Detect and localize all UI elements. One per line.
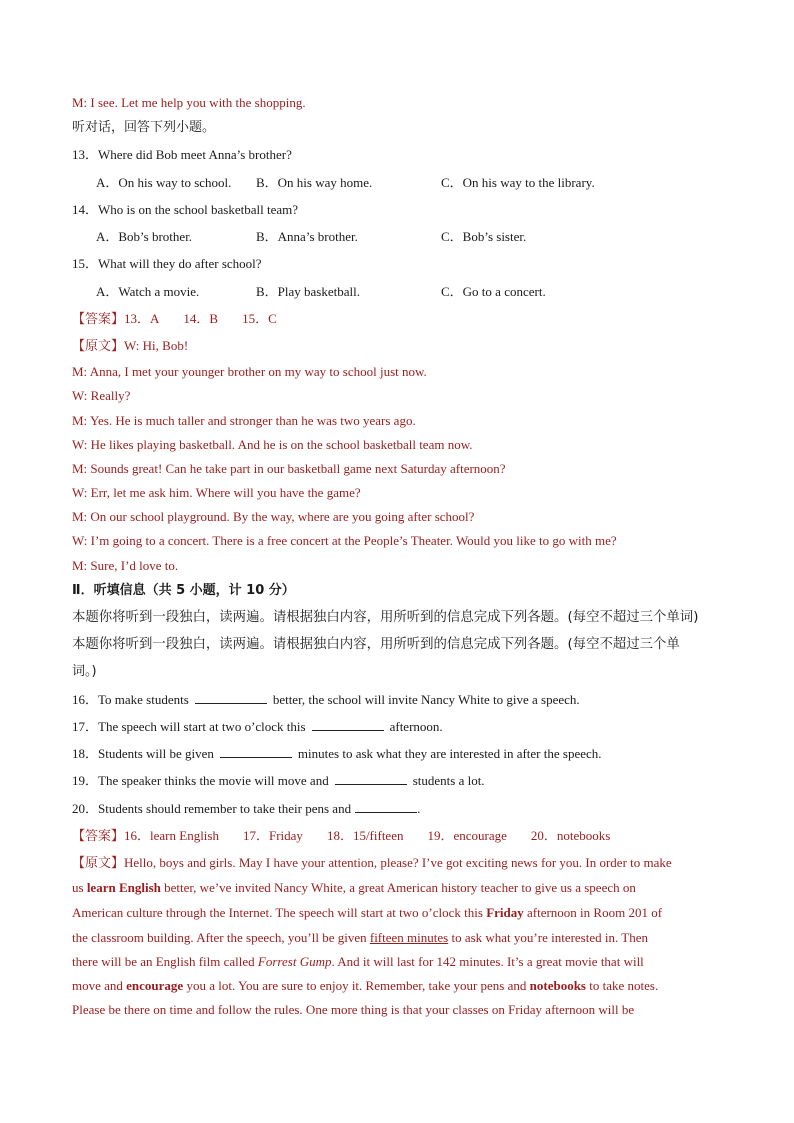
transcript-first-line xyxy=(72,336,188,357)
transcript-2-line xyxy=(72,976,658,996)
transcript-key-phrase: Friday xyxy=(486,905,524,920)
fill-item-17 xyxy=(72,717,443,737)
transcript-text: better, we’ve invited Nancy White, a great American history teacher to give us a speech on xyxy=(160,880,636,895)
transcript-line: M: Sounds great! Can he take part in our basketball game next Saturday afternoon? xyxy=(72,461,506,476)
question-13: 13．Where did Bob meet Anna’s brother? xyxy=(72,147,292,162)
transcript-key-phrase: learn English xyxy=(86,880,161,895)
transcript-2-line xyxy=(72,952,644,972)
transcript-text: . And it will last for 142 minutes. It’s a great movie that will xyxy=(331,954,644,969)
fill-item-19 xyxy=(72,771,485,791)
fill-item-text: 16．To make students xyxy=(72,692,189,707)
transcript-line: M: Sure, I’d love to. xyxy=(72,558,179,573)
fill-item-text: 19．The speaker thinks the movie will move and xyxy=(72,773,329,788)
answer-18: 18．15/fifteen xyxy=(326,828,404,843)
answer-tag: 【答案】 xyxy=(72,829,125,844)
fill-item-text: students a lot. xyxy=(412,773,485,788)
answer-13: 13．A xyxy=(124,311,160,326)
fill-item-text: 17．The speech will start at two o’clock this xyxy=(72,719,306,734)
transcript-text: the classroom building. After the speech, you’ll be given xyxy=(72,930,370,945)
transcript-text: Hello, boys and girls. May I have your attention, please? I’ve got exciting news for you. In order to make xyxy=(124,855,672,870)
fill-item-text: better, the school will invite Nancy White to give a speech. xyxy=(272,692,580,707)
question-15: 15．What will they do after school? xyxy=(72,256,262,271)
transcript-film-title: Forrest Gump xyxy=(257,954,332,969)
transcript-2-line xyxy=(72,878,636,898)
option-15-b: B．Play basketball. xyxy=(256,284,360,299)
option-15-c: C．Go to a concert. xyxy=(441,284,546,299)
fill-item-text: . xyxy=(417,801,421,816)
option-13-a: A．On his way to school. xyxy=(96,175,232,190)
question-14: 14．Who is on the school basketball team? xyxy=(72,202,299,217)
fill-item-18 xyxy=(72,744,602,764)
transcript-text: to ask what you’re interested in. Then xyxy=(448,930,648,945)
transcript-key-phrase: fifteen minutes xyxy=(369,930,449,945)
transcript-line: M: On our school playground. By the way, where are you going after school? xyxy=(72,509,475,524)
transcript-line: W: He likes playing basketball. And he is on the school basketball team now. xyxy=(72,437,473,452)
transcript-line: M: Yes. He is much taller and stronger than he was two years ago. xyxy=(72,413,416,428)
transcript-text: to take notes. xyxy=(586,978,659,993)
transcript-2-line xyxy=(72,928,648,948)
answer-blank[interactable] xyxy=(220,745,292,758)
option-15-a: A．Watch a movie. xyxy=(96,284,200,299)
section-2-title: Ⅱ．听填信息（共 5 小题，计 10 分） xyxy=(72,583,295,598)
answer-block-1 xyxy=(72,309,301,330)
fill-item-text: afternoon. xyxy=(389,719,443,734)
answer-16: 16．learn English xyxy=(124,828,219,843)
answer-blank[interactable] xyxy=(335,772,407,785)
transcript-line: M: Anna, I met your younger brother on my way to school just now. xyxy=(72,364,427,379)
transcript-line: W: I’m going to a concert. There is a free concert at the People’s Theater. Would you like to go with me? xyxy=(72,533,617,548)
answer-15: 15．C xyxy=(242,311,277,326)
transcript-key-phrase: notebooks xyxy=(529,978,586,993)
transcript-text: us xyxy=(72,880,87,895)
fill-item-text: 18．Students will be given xyxy=(72,746,214,761)
transcript-text: move and xyxy=(72,978,127,993)
answer-tag: 【答案】 xyxy=(72,312,125,327)
answer-blank[interactable] xyxy=(312,718,384,731)
option-14-a: A．Bob’s brother. xyxy=(96,229,193,244)
fill-item-16 xyxy=(72,690,580,710)
transcript-key-phrase: encourage xyxy=(126,978,184,993)
transcript-line: W: Really? xyxy=(72,388,131,403)
transcript-2-line xyxy=(72,853,672,874)
answer-17: 17．Friday xyxy=(242,828,303,843)
section-2-instruction: 本题你将听到一段独白，读两遍。请根据独白内容，用所听到的信息完成下列各题。(每空不超过三个单词) xyxy=(72,610,699,625)
option-13-c: C．On his way to the library. xyxy=(441,175,595,190)
answer-14: 14．B xyxy=(183,311,219,326)
transcript-2-line: Please be there on time and follow the rules. One more thing is that your classes on Friday afternoon will be xyxy=(72,1002,635,1017)
transcript-text: there will be an English film called xyxy=(72,954,258,969)
transcript-2-line xyxy=(72,903,662,923)
dialogue-line: M: I see. Let me help you with the shopping. xyxy=(72,95,306,110)
instruction-listen: 听对话，回答下列小题。 xyxy=(72,120,216,135)
transcript-tag: 【原文】 xyxy=(72,856,125,871)
answer-19: 19．encourage xyxy=(427,828,507,843)
answer-block-2 xyxy=(72,826,634,847)
answer-blank[interactable] xyxy=(355,800,417,813)
transcript-text: American culture through the Internet. The speech will start at two o’clock this xyxy=(72,905,487,920)
fill-item-text: 20．Students should remember to take their pens and xyxy=(72,801,352,816)
section-2-instruction: 本题你将听到一段独白，读两遍。请根据独白内容，用所听到的信息完成下列各题。(每空不超过三个单 xyxy=(72,637,680,652)
option-13-b: B．On his way home. xyxy=(256,175,373,190)
fill-item-text: minutes to ask what they are interested in after the speech. xyxy=(297,746,602,761)
transcript-tag: 【原文】 xyxy=(72,339,125,354)
answer-blank[interactable] xyxy=(195,691,267,704)
transcript-line: W: Err, let me ask him. Where will you have the game? xyxy=(72,485,361,500)
option-14-c: C．Bob’s sister. xyxy=(441,229,527,244)
fill-item-20 xyxy=(72,799,420,819)
answer-20: 20．notebooks xyxy=(530,828,611,843)
option-14-b: B．Anna’s brother. xyxy=(256,229,358,244)
section-2-instruction: 词。) xyxy=(72,664,97,679)
transcript-text: you a lot. You are sure to enjoy it. Remember, take your pens and xyxy=(183,978,530,993)
transcript-line: W: Hi, Bob! xyxy=(124,338,189,353)
transcript-text: afternoon in Room 201 of xyxy=(523,905,663,920)
